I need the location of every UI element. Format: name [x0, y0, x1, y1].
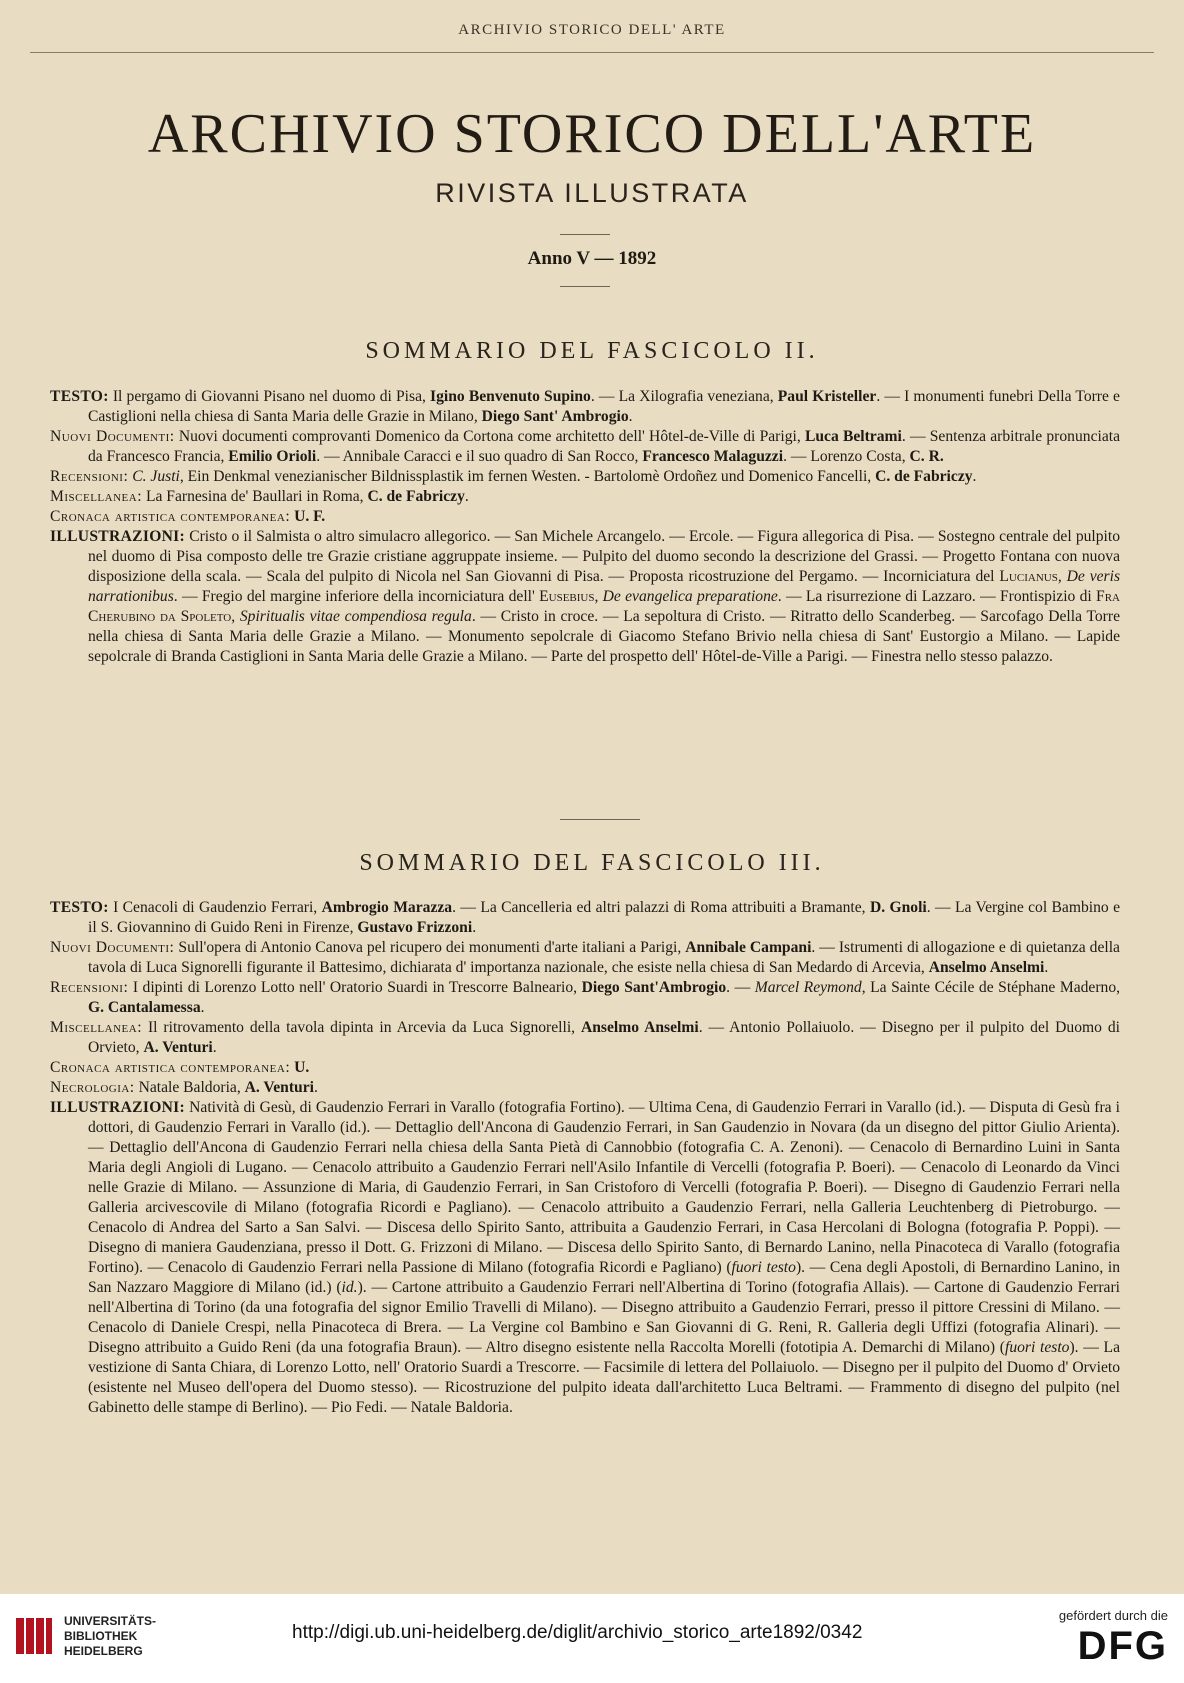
entry-recensioni: Recensioni: C. Justi, Ein Denkmal venezianischer Bildnissplastik im fernen Westen. - Bartolomè Ordoñez und Domenico Fancelli, C. de Fabriczy. — [50, 468, 977, 485]
section-divider — [560, 819, 640, 820]
section-title-fascicolo-2: SOMMARIO DEL FASCICOLO II. — [365, 338, 819, 364]
library-name: UNIVERSITÄTS- BIBLIOTHEK HEIDELBERG — [64, 1614, 157, 1658]
entry-testo: TESTO: I Cenacoli di Gaudenzio Ferrari, Ambrogio Marazza. — La Cancelleria ed altri palazzi di Roma attribuiti a Bramante, D. Gnoli. — La Vergine col Bambino e il S. Giovannino di Guido Reni in Firenze, Gustavo Frizzoni. — [50, 899, 1120, 936]
section-fascicolo-2 — [50, 387, 1120, 667]
entry-illustrazioni: ILLUSTRAZIONI: Natività di Gesù, di Gaudenzio Ferrari in Varallo (fotografia Fortino). — Ultima Cena, di Gaudenzio Ferrari in Varallo (id.). — Disputa di Gesù fra i dottori, di Gaudenzio Ferrari in Varallo (id.). — Dettaglio dell'Ancona di Gaudenzio Ferrari, in San Gaudenzio in Novara (da un disegno del pittor Giulio Arienta). — Dettaglio dell'Ancona di Gaudenzio Ferrari nella chiesa della Santa Pietà di Cannobbio (fotografia C. A. Zenoni). — Cenacolo di Bernardino Luini in Santa Maria degli Angioli di Lugano. — Cenacolo attribuito a Gaudenzio Ferrari nell'Asilo Infantile di Vercelli (fotografia P. Boeri). — Cenacolo di Leonardo da Vinci nelle Grazie di Milano. — Assunzione di Maria, di Gaudenzio Ferrari, in San Cristoforo di Vercelli (fotografia P. Boeri). — Disegno di Gaudenzio Ferrari nella Galleria arcivescovile di Milano (fotografia Ricordi e Pagliano). — Cenacolo attribuito a Gaudenzio Ferrari, nella Galleria Leuchtenberg di Pietroburgo. — Cenacolo di Andrea del Sarto a San Salvi. — Discesa dello Spirito Santo, attribuita a Gaudenzio Ferrari, in Casa Hercolani di Bologna (fotografia P. Poppi). — Disegno di maniera Gaudenziana, presso il Dott. G. Frizzoni di Milano. — Discesa dello Spirito Santo, di Bernardo Lanino, nella Pinacoteca di Varallo (fotografia Fortino). — Cenacolo di Gaudenzio Ferrari nella Passione di Milano (fotografia Ricordi e Pagliano) (fuori testo). — Cena degli Apostoli, di Bernardino Lanino, in San Nazzaro Maggiore di Milano (id.) (id.). — Cartone attribuito a Gaudenzio Ferrari nell'Albertina di Torino (fotografia Allais). — Cartone di Gaudenzio Ferrari nell'Albertina di Torino (da una fotografia del signor Emilio Travelli di Milano). — Disegno attribuito a Gaudenzio Ferrari, presso il pittore Cressini di Milano. — Cenacolo di Daniele Crespi, nella Pinacoteca di Brera. — La Vergine col Bambino e San Giovanni di G. Reni, R. Galleria degli Uffizi (fotografia Alinari). — Disegno attribuito a Guido Reni (da una fotografia Braun). — Altro disegno esistente nella Raccolta Morelli (fototipia A. Demarchi di Milano) (fuori testo). — La vestizione di Santa Chiara, di Lorenzo Lotto, nell' Oratorio Suardi a Trescorre. — Facsimile di lettera del Pollaiuolo. — Disegno per il pulpito del Duomo d' Orvieto (esistente nel Museo dell'opera del Duomo stesso). — Ricostruzione del pulpito ideata dall'architetto Luca Beltrami. — Frammento di disegno del pulpito (nel Gabinetto delle stampe di Berlino). — Pio Fedi. — Natale Baldoria. — [50, 1099, 1121, 1416]
funder-caption: gefördert durch die — [1058, 1608, 1168, 1623]
year-line: Anno V — 1892 — [527, 248, 657, 269]
section-title-fascicolo-3: SOMMARIO DEL FASCICOLO III. — [359, 850, 825, 876]
masthead-title: ARCHIVIO STORICO DELL'ARTE — [147, 103, 1037, 165]
university-library-logo-icon — [14, 1614, 54, 1658]
entry-necrologia: Necrologia: Natale Baldoria, A. Venturi. — [50, 1079, 318, 1096]
year-rule-top — [560, 234, 610, 235]
permalink-url[interactable]: http://digi.ub.uni-heidelberg.de/diglit/archivio_storico_arte1892/0342 — [292, 1622, 863, 1643]
section-fascicolo-3 — [50, 898, 1120, 1418]
entry-cronaca: Cronaca artistica contemporanea: U. F. — [50, 508, 326, 525]
masthead-subtitle: RIVISTA ILLUSTRATA — [435, 178, 749, 208]
entry-illustrazioni: ILLUSTRAZIONI: Cristo o il Salmista o altro simulacro allegorico. — San Michele Arcangelo. — Ercole. — Figura allegorica di Pisa. — Sostegno centrale del pulpito nel duomo di Pisa composto delle tre Grazie cristiane aggruppate insieme. — Pulpito del duomo secondo la descrizione del Grassi. — Progetto Fontana con nuova disposizione della scala. — Scala del pulpito di Nicola nel San Giovanni di Pisa. — Proposta ricostruzione del Pergamo. — Incorniciatura del Lucianus, De veris narrationibus. — Fregio del margine inferiore della incorniciatura dell' Eusebius, De evangelica preparatione. — La risurrezione di Lazzaro. — Frontispizio di Fra Cherubino da Spoleto, Spiritualis vitae compendiosa regula. — Cristo in croce. — La sepoltura di Cristo. — Ritratto dello Scanderbeg. — Sarcofago Della Torre nella chiesa di Santa Maria delle Grazie a Milano. — Monumento sepolcrale di Giacomo Stefano Brivio nella chiesa di Sant' Eustorgio a Milano. — Lapide sepolcrale di Branda Castiglioni in Santa Maria delle Grazie a Milano. — Parte del prospetto dell' Hôtel-de-Ville a Parigi. — Finestra nello stesso palazzo. — [50, 528, 1121, 665]
entry-cronaca: Cronaca artistica contemporanea: U. — [50, 1059, 310, 1076]
entry-miscellanea: Miscellanea: Il ritrovamento della tavola dipinta in Arcevia da Luca Signorelli, Anselmo Anselmi. — Antonio Pollaiuolo. — Disegno per il pulpito del Duomo di Orvieto, A. Venturi. — [50, 1019, 1120, 1056]
running-head: ARCHIVIO STORICO DELL' ARTE — [458, 22, 726, 38]
entry-nuovi-documenti: Nuovi Documenti: Nuovi documenti comprovanti Domenico da Cortona come architetto dell' Hôtel-de-Ville di Parigi, Luca Beltrami. — Sentenza arbitrale pronunciata da Francesco Francia, Emilio Orioli. — Annibale Caracci e il suo quadro di San Rocco, Francesco Malaguzzi. — Lorenzo Costa, C. R. — [50, 428, 1120, 465]
entry-miscellanea: Miscellanea: La Farnesina de' Baullari in Roma, C. de Fabriczy. — [50, 488, 469, 505]
viewer-footer — [0, 1594, 1184, 1683]
header-rule — [30, 52, 1154, 53]
year-rule-bottom — [560, 286, 610, 287]
entry-recensioni: Recensioni: I dipinti di Lorenzo Lotto nell' Oratorio Suardi in Trescorre Balneario, Diego Sant'Ambrogio. — Marcel Reymond, La Sainte Cécile de Stéphane Maderno, G. Cantalamessa. — [50, 979, 1121, 1016]
entry-testo: TESTO: Il pergamo di Giovanni Pisano nel duomo di Pisa, Igino Benvenuto Supino. — La Xilografia veneziana, Paul Kristeller. — I monumenti funebri Della Torre e Castiglioni nella chiesa di Santa Maria delle Grazie in Milano, Diego Sant' Ambrogio. — [50, 388, 1120, 425]
entry-nuovi-documenti: Nuovi Documenti: Sull'opera di Antonio Canova pel ricupero dei monumenti d'arte italiani a Parigi, Annibale Campani. — Istrumenti di allogazione e di quietanza della tavola di Luca Signorelli figurante il Battesimo, dichiarata d' importanza nazionale, che esiste nella chiesa di San Medardo di Arcevia, Anselmo Anselmi. — [50, 939, 1120, 976]
dfg-logo: DFG — [1077, 1624, 1168, 1668]
